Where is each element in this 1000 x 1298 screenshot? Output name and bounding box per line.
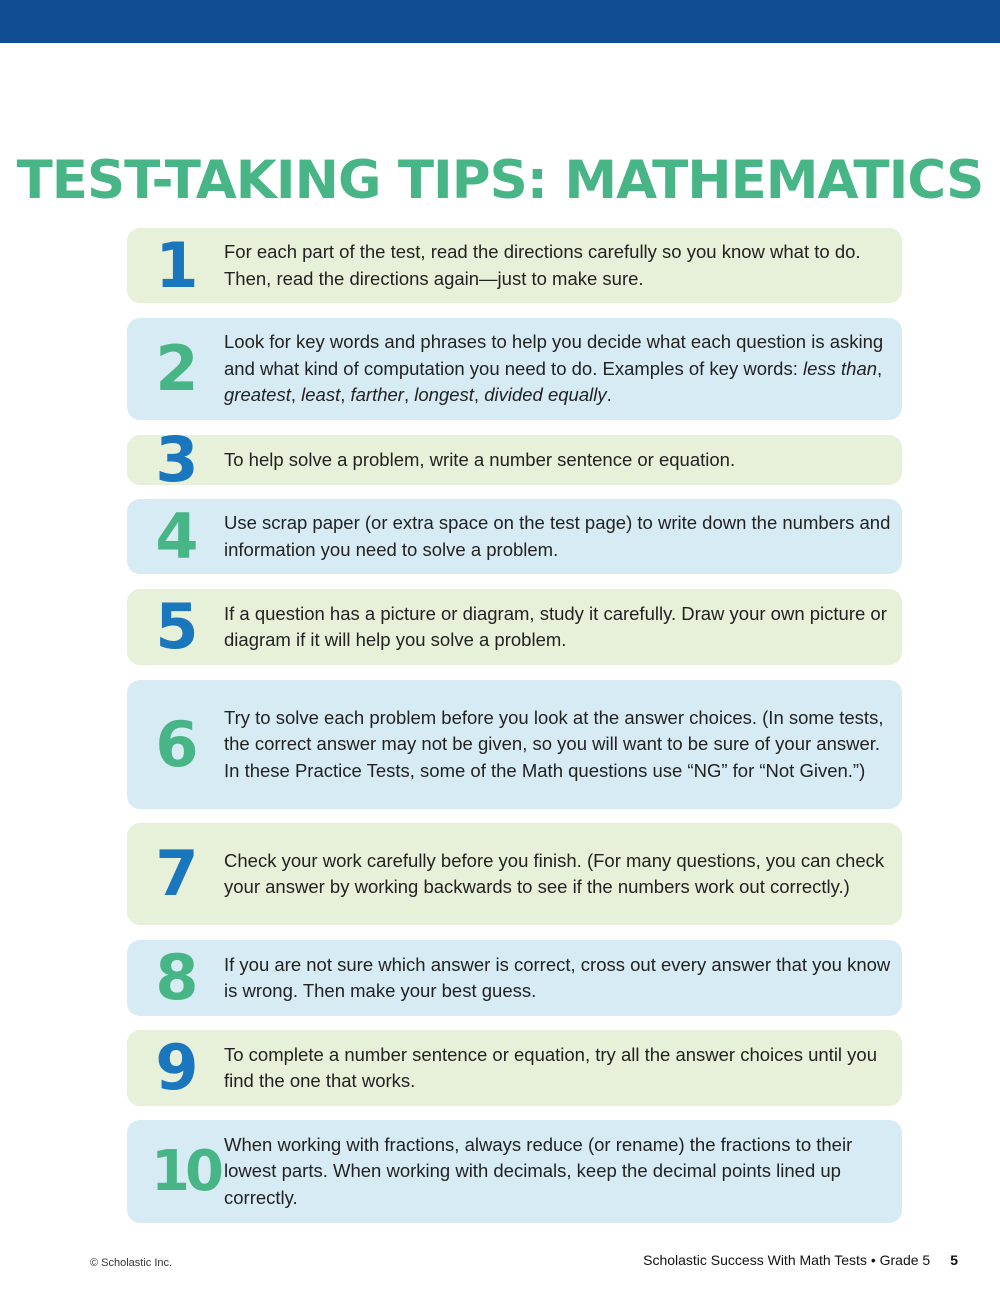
copyright-notice: © Scholastic Inc. <box>90 1257 173 1269</box>
tip-number-1: 1 <box>155 228 199 302</box>
tip-card-5 <box>127 589 902 665</box>
tip-text-6: Try to solve each problem before you look at the answer choices. (In some tests, the correct answer may not be given, so you will want to be sure of your answer. In these Practice Tests, some of the Math questions use “NG” for “Not Given.”) <box>224 706 884 781</box>
keyword: greatest <box>224 384 291 406</box>
tip-number-7: 7 <box>155 837 199 910</box>
tip-number-4: 4 <box>155 499 199 573</box>
keyword: farther <box>350 384 404 406</box>
tip-text-8: If you are not sure which answer is correct, cross out every answer that you know is wrong. Then make your best guess. <box>224 953 891 1001</box>
tip-card-6 <box>127 680 902 809</box>
keyword: longest <box>414 384 474 406</box>
tip-number-8: 8 <box>155 941 199 1014</box>
tip-number-6: 6 <box>155 707 199 781</box>
keyword: least <box>301 384 341 406</box>
tip-text-2: Look for key words and phrases to help you decide what each question is asking and what kind of computation you need to do. Examples of key words: less than, greatest, least, farther, longest, divided equally. <box>224 331 884 406</box>
tip-card-7 <box>127 823 902 925</box>
tip-number-2: 2 <box>155 332 199 405</box>
tip-text-10: When working with fractions, always reduce (or rename) the fractions to their lowest parts. When working with decimals, keep the decimal points lined up correctly. <box>224 1133 853 1208</box>
tip-card-1 <box>127 228 902 303</box>
keyword: less than <box>802 357 878 379</box>
tip-number-5: 5 <box>155 590 199 663</box>
tip-text-1: For each part of the test, read the directions carefully so you know what to do. Then, read the directions again—just to make sure. <box>224 241 861 289</box>
footer-book-info <box>643 1252 958 1268</box>
tip-number-3: 3 <box>155 423 199 496</box>
page-number: 5 <box>950 1252 958 1268</box>
top-header-bar <box>0 0 1000 43</box>
tip-card-4 <box>127 499 902 574</box>
tip-card-10 <box>127 1120 902 1223</box>
tip-text-9: To complete a number sentence or equation, try all the answer choices until you find the one that works. <box>224 1043 878 1091</box>
tip-number-10: 10 <box>151 1138 219 1204</box>
page-title: TEST-TAKING TIPS: MATHEMATICS <box>16 150 984 211</box>
tip-card-8 <box>127 940 902 1016</box>
tip-card-3 <box>127 423 902 496</box>
tip-text-3: To help solve a problem, write a number sentence or equation. <box>224 448 736 470</box>
keyword: divided equally <box>484 384 607 406</box>
tip-card-9 <box>127 1030 902 1106</box>
book-title: Scholastic Success With Math Tests • Grade 5 <box>643 1252 931 1268</box>
tip-number-9: 9 <box>155 1031 199 1104</box>
tip-text-7: Check your work carefully before you finish. (For many questions, you can check your answer by working backwards to see if the numbers work out correctly.) <box>224 849 885 897</box>
tip-text-5: If a question has a picture or diagram, study it carefully. Draw your own picture or diagram if it will help you solve a problem. <box>224 602 887 650</box>
tip-card-2 <box>127 318 902 420</box>
tip-text-4: Use scrap paper (or extra space on the test page) to write down the numbers and information you need to solve a problem. <box>224 512 891 560</box>
